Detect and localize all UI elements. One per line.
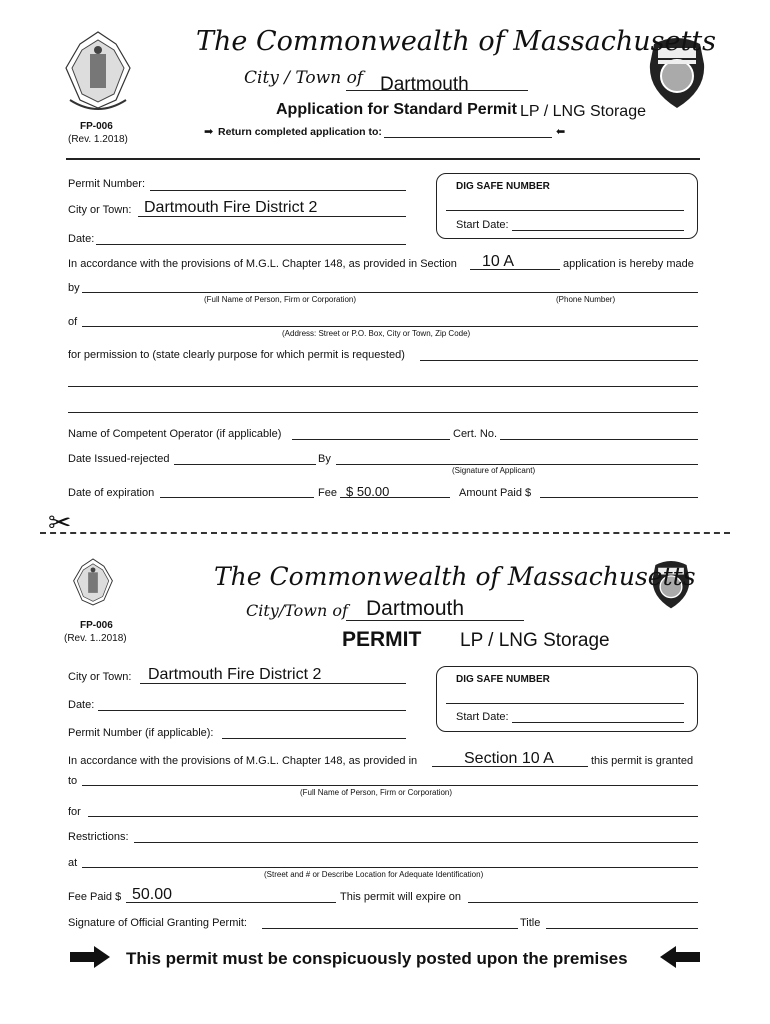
city-town-value[interactable]: Dartmouth <box>380 74 469 95</box>
scissors-icon: ✂ <box>48 507 72 538</box>
permit-number-label: Permit Number (if applicable): <box>68 727 214 739</box>
permit-at-label: at <box>68 857 78 869</box>
application-title: Application for Standard Permit <box>276 101 517 118</box>
permission-line-2[interactable] <box>68 386 698 387</box>
permission-line-3[interactable] <box>68 412 698 413</box>
date-issued-field[interactable] <box>174 464 316 465</box>
section-value[interactable]: 10 A <box>482 253 515 270</box>
fee-value[interactable]: $ 50.00 <box>346 484 390 499</box>
city-or-town-label: City or Town: <box>68 204 132 216</box>
permit-at-field[interactable] <box>82 867 698 868</box>
permit-date-label: Date: <box>68 699 95 711</box>
revision: (Rev. 1.2018) <box>68 134 128 145</box>
address-field[interactable] <box>82 326 698 327</box>
expiration-field[interactable] <box>160 497 314 498</box>
official-signature-label: Signature of Official Granting Permit: <box>68 917 247 929</box>
city-or-town-value[interactable]: Dartmouth Fire District 2 <box>144 199 318 216</box>
permit-type: LP / LNG Storage <box>520 103 646 120</box>
dig-safe-label: DIG SAFE NUMBER <box>456 181 550 192</box>
permit-section-value[interactable]: Section 10 A <box>464 750 554 767</box>
permission-field[interactable] <box>420 360 698 361</box>
arrow-left-icon <box>660 946 700 973</box>
permit-city-label: City/Town of <box>246 601 348 620</box>
fee-label: Fee <box>318 487 337 499</box>
permit-for-field[interactable] <box>88 816 698 817</box>
permit-title: PERMIT <box>342 628 422 651</box>
permit-start-date-label: Start Date: <box>456 711 509 723</box>
amount-paid-field[interactable] <box>540 497 698 498</box>
permit-date-field[interactable] <box>98 710 406 711</box>
permit-number-field[interactable] <box>150 190 406 191</box>
date-field[interactable] <box>96 244 406 245</box>
date-label: Date: <box>68 233 95 245</box>
application-made-text: application is hereby made <box>563 258 694 270</box>
cert-label: Cert. No. <box>453 428 498 440</box>
title-label: Title <box>520 917 541 929</box>
arrow-left-icon: ⬅ <box>556 126 566 138</box>
of-label: of <box>68 316 78 328</box>
fee-paid-value[interactable]: 50.00 <box>132 886 173 903</box>
fee-paid-label: Fee Paid $ <box>68 891 122 903</box>
permit-granted-text: this permit is granted <box>591 755 694 767</box>
title-field[interactable] <box>546 928 698 929</box>
permit-number-label: Permit Number: <box>68 178 146 190</box>
amount-paid-label: Amount Paid $ <box>459 487 532 499</box>
address-caption: (Address: Street or P.O. Box, City or Town, Zip Code) <box>282 329 471 338</box>
permission-label: for permission to (state clearly purpose for which permit is requested) <box>68 349 405 361</box>
arrow-right-icon <box>70 946 110 973</box>
permit-accordance-text: In accordance with the provisions of M.G.L. Chapter 148, as provided in <box>68 755 418 767</box>
state-seal-icon <box>60 28 136 112</box>
arrow-right-icon: ➡ <box>204 126 214 138</box>
signature-caption: (Signature of Applicant) <box>452 466 536 475</box>
accordance-text: In accordance with the provisions of M.G.L. Chapter 148, as provided in Section <box>68 258 457 270</box>
permit-to-label: to <box>68 775 78 787</box>
dig-safe-field[interactable] <box>446 210 684 211</box>
permit-start-date-field[interactable] <box>512 722 684 723</box>
operator-field[interactable] <box>292 439 450 440</box>
cert-field[interactable] <box>500 439 698 440</box>
full-name-caption: (Full Name of Person, Firm or Corporation) <box>204 295 357 304</box>
permit-dig-safe-label: DIG SAFE NUMBER <box>456 674 550 685</box>
phone-caption: (Phone Number) <box>556 295 616 304</box>
permit-form-number: FP-006 <box>80 620 113 631</box>
return-label: Return completed application to: <box>218 126 382 138</box>
permit-city-or-town-label: City or Town: <box>68 671 132 683</box>
start-date-field[interactable] <box>512 230 684 231</box>
start-date-label: Start Date: <box>456 219 509 231</box>
permit-page-title: The Commonwealth of Massachusetts <box>214 562 696 591</box>
restrictions-field[interactable] <box>134 842 698 843</box>
permit-revision: (Rev. 1..2018) <box>64 633 127 644</box>
signature-field[interactable] <box>336 464 698 465</box>
expire-label: This permit will expire on <box>340 891 462 903</box>
permit-dig-safe-field[interactable] <box>446 703 684 704</box>
operator-label: Name of Competent Operator (if applicable) <box>68 428 282 440</box>
expiration-label: Date of expiration <box>68 487 155 499</box>
by2-label: By <box>318 453 331 465</box>
permit-city-or-town-value[interactable]: Dartmouth Fire District 2 <box>148 666 322 683</box>
city-town-label: City / Town of <box>244 68 364 88</box>
permit-city-value[interactable]: Dartmouth <box>366 597 465 620</box>
state-seal-icon <box>70 552 116 612</box>
official-signature-field[interactable] <box>262 928 518 929</box>
applicant-name-field[interactable] <box>82 292 698 293</box>
posted-notice: This permit must be conspicuously posted upon the premises <box>126 949 628 968</box>
form-number: FP-006 <box>80 121 113 132</box>
by-label: by <box>68 282 80 294</box>
permit-type: LP / LNG Storage <box>460 630 610 651</box>
permit-for-label: for <box>68 806 81 818</box>
page-title: The Commonwealth of Massachusetts <box>196 26 717 57</box>
expire-field[interactable] <box>468 902 698 903</box>
cut-line <box>40 532 730 534</box>
permit-to-field[interactable] <box>82 785 698 786</box>
permit-full-name-caption: (Full Name of Person, Firm or Corporation) <box>300 788 453 797</box>
street-caption: (Street and # or Describe Location for Adequate Identification) <box>264 870 484 879</box>
permit-number-field[interactable] <box>222 738 406 739</box>
date-issued-label: Date Issued-rejected <box>68 453 170 465</box>
restrictions-label: Restrictions: <box>68 831 129 843</box>
